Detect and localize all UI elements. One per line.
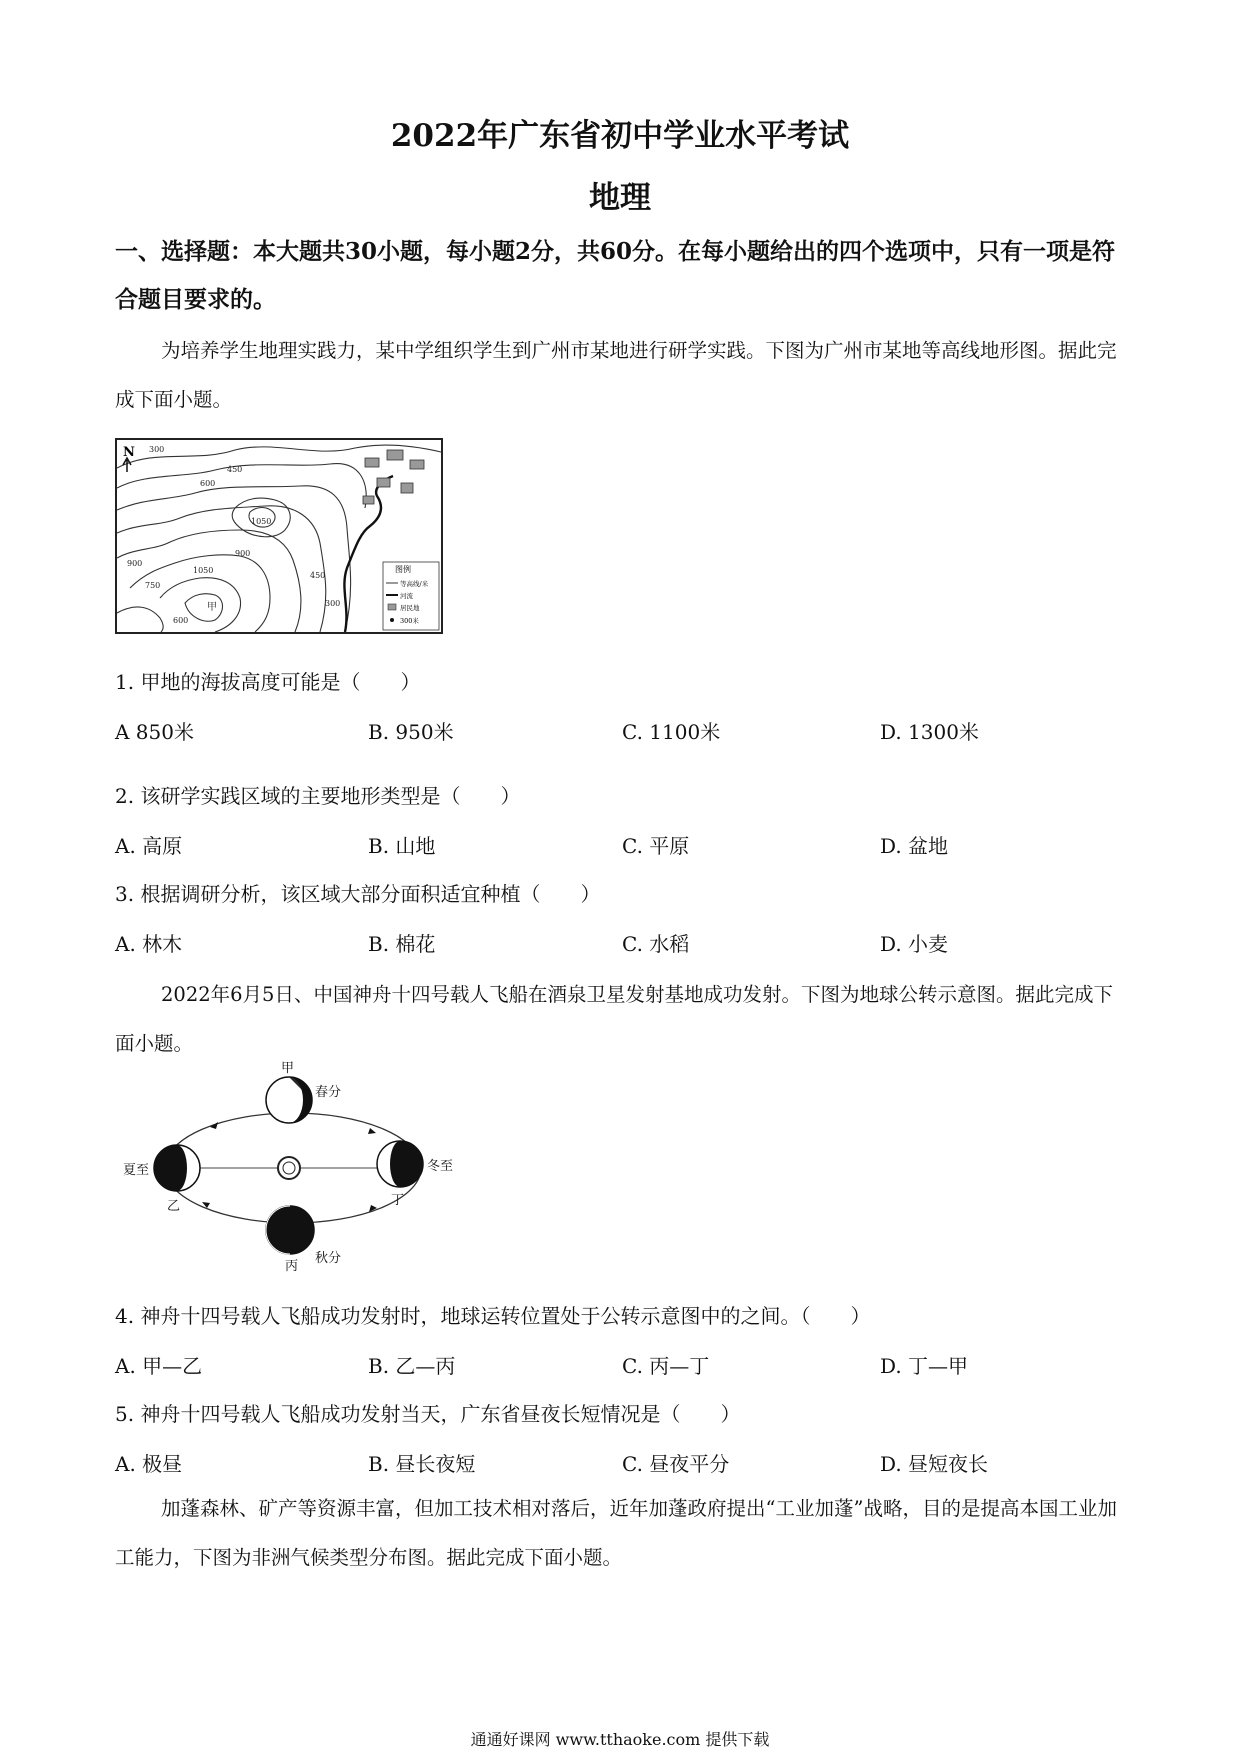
svg-text:1050: 1050: [251, 517, 272, 526]
svg-text:等高线/米: 等高线/米: [400, 580, 429, 588]
page-footer: 通通好课网 www.tthaoke.com 提供下载: [470, 1730, 770, 1749]
label-winter: 冬至: [427, 1159, 454, 1174]
label-ding: 丁: [391, 1193, 405, 1208]
q3-option-c: C. 水稻: [622, 932, 690, 956]
svg-text:900: 900: [235, 549, 251, 558]
q5-option-a: A. 极昼: [115, 1452, 183, 1476]
question-1: 1. 甲地的海拔高度可能是（ ）: [115, 670, 421, 694]
label-spring: 春分: [315, 1085, 342, 1100]
north-arrow-label: N: [123, 445, 135, 460]
svg-text:600: 600: [200, 479, 216, 488]
q5-option-d: D. 昼短夜长: [880, 1452, 989, 1476]
q5-option-b: B. 昼长夜短: [368, 1452, 476, 1476]
q2-option-a: A. 高原: [115, 834, 183, 858]
sun-icon: [278, 1157, 300, 1179]
svg-text:900: 900: [127, 559, 143, 568]
svg-text:450: 450: [227, 465, 243, 474]
svg-text:1050: 1050: [193, 566, 214, 575]
q4-option-b: B. 乙—丙: [368, 1354, 456, 1378]
svg-text:图例: 图例: [395, 565, 411, 574]
earth-summer-icon: [154, 1145, 200, 1191]
q1-option-c: C. 1100米: [622, 720, 721, 744]
exam-title: 2022年广东省初中学业水平考试: [390, 118, 850, 154]
label-yi: 乙: [167, 1199, 181, 1214]
q2-option-d: D. 盆地: [880, 834, 949, 858]
svg-text:300: 300: [149, 445, 165, 454]
svg-text:600: 600: [173, 616, 189, 625]
q2-option-b: B. 山地: [368, 834, 436, 858]
passage-3: 加蓬森林、矿产等资源丰富，但加工技术相对落后，近年加蓬政府提出“工业加蓬”战略，目的是提高本国工业加工能力，下图为非洲气候类型分布图。据此完成下面小题。: [115, 1497, 1117, 1569]
q2-option-c: C. 平原: [622, 834, 690, 858]
exam-subject: 地理: [589, 180, 651, 216]
svg-text:450: 450: [310, 571, 326, 580]
svg-text:居民地: 居民地: [400, 604, 420, 612]
q3-option-a: A. 林木: [115, 932, 183, 956]
earth-orbit-diagram: [115, 1058, 475, 1274]
passage-2: 2022年6月5日、中国神舟十四号载人飞船在酒泉卫星发射基地成功发射。下图为地球公转示意图。据此完成下面小题。: [115, 983, 1113, 1055]
svg-text:750: 750: [145, 581, 161, 590]
q5-option-c: C. 昼夜平分: [622, 1452, 730, 1476]
q1-option-a: A 850米: [115, 720, 194, 744]
label-bing: 丙: [285, 1259, 299, 1274]
contour-map: [115, 438, 443, 634]
svg-text:300: 300: [325, 599, 341, 608]
q4-option-a: A. 甲—乙: [115, 1354, 203, 1378]
label-summer: 夏至: [123, 1163, 150, 1178]
svg-text:甲: 甲: [207, 602, 217, 613]
label-jia: 甲: [281, 1061, 295, 1076]
svg-text:河流: 河流: [400, 592, 413, 600]
svg-text:300米: 300米: [400, 617, 419, 625]
q4-option-c: C. 丙—丁: [622, 1354, 710, 1378]
question-3: 3. 根据调研分析，该区域大部分面积适宜种植（ ）: [115, 882, 601, 906]
question-5: 5. 神舟十四号载人飞船成功发射当天，广东省昼夜长短情况是（ ）: [115, 1402, 741, 1426]
map-legend: [383, 562, 439, 630]
question-4: 4. 神舟十四号载人飞船成功发射时，地球运转位置处于公转示意图中的之间。（ ）: [115, 1304, 871, 1328]
section-heading: 一、选择题：本大题共30小题，每小题2分，共60分。在每小题给出的四个选项中，只有一项是符合题目要求的。: [115, 238, 1116, 313]
label-autumn: 秋分: [315, 1251, 342, 1266]
earth-spring-icon: [266, 1077, 312, 1123]
passage-1: 为培养学生地理实践力，某中学组织学生到广州市某地进行研学实践。下图为广州市某地等高线地形图。据此完成下面小题。: [115, 339, 1117, 411]
q4-option-d: D. 丁—甲: [880, 1354, 969, 1378]
earth-autumn-icon: [266, 1206, 314, 1254]
q1-option-d: D. 1300米: [880, 720, 979, 744]
q3-option-d: D. 小麦: [880, 932, 949, 956]
q3-option-b: B. 棉花: [368, 932, 436, 956]
question-2: 2. 该研学实践区域的主要地形类型是（ ）: [115, 784, 521, 808]
earth-winter-icon: [377, 1141, 423, 1187]
q1-option-b: B. 950米: [368, 720, 454, 744]
